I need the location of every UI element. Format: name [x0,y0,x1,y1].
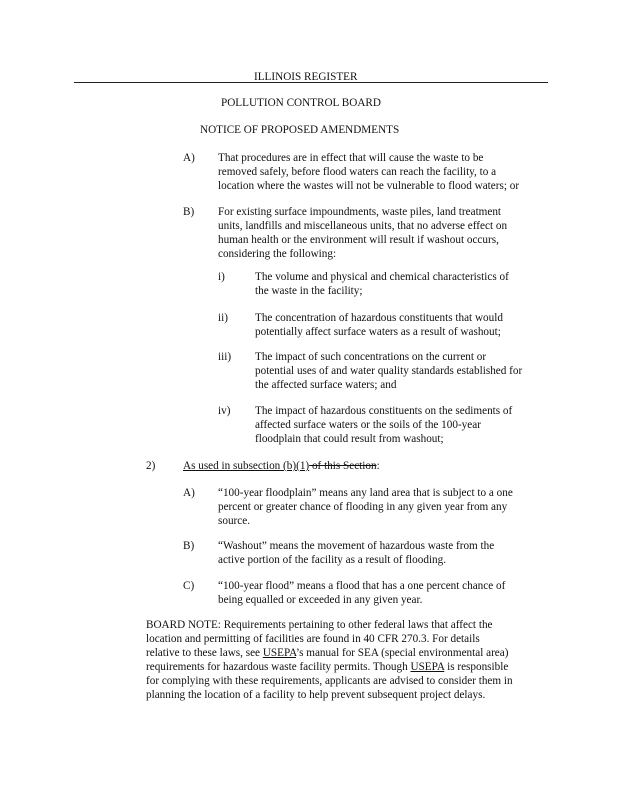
text-line: planning the location of a facility to help prevent subsequent project delays. [146,689,486,701]
board-note [146,618,513,702]
sub-ii-label: ii) [218,312,228,324]
register-title: ILLINOIS REGISTER [254,71,358,83]
text-line [146,646,513,660]
sec2-a-label: A) [183,487,195,499]
text-line: For existing surface impoundments, waste piles, land treatment [218,206,502,218]
text-line: The impact of hazardous constituents on the sediments of [255,405,513,417]
inserted-text: As used in subsection (b)(1) [183,460,310,472]
note-text: is responsible [444,661,509,673]
note-text: relative to these laws, see [146,647,263,659]
note-text: ’s manual for SEA (special environmental area) [295,647,509,659]
usepa-link-text: USEPA [262,647,296,659]
sub-ii-text [255,311,503,339]
sec2-a-text [218,486,513,528]
sec2-c-text [218,579,505,607]
section-2-label: 2) [146,460,156,472]
text-line: The impact of such concentrations on the current or [255,351,487,363]
sec2-c-label: C) [183,580,195,592]
text-line: location and permitting of facilities are found in 40 CFR 270.3. For details [146,633,480,645]
text-line: That procedures are in effect that will cause the waste to be [218,152,484,164]
text-line: floodplain that could result from washout; [255,433,444,445]
text-line: for complying with these requirements, applicants are advised to consider them in [146,675,513,687]
text-line: potential uses of and water quality standards established for [255,365,523,377]
text-line: active portion of the facility as a result of flooding. [218,554,447,566]
note-text: requirements for hazardous waste facility permits. Though [146,661,411,673]
text-line: affected surface waters or the soils of the 100-year [255,419,481,431]
sub-i-label: i) [218,271,225,283]
text-line: location where the wastes will not be vulnerable to flood waters; or [218,180,520,192]
sec2-b-text [218,539,494,567]
text-line: “100-year flood” means a flood that has a one percent chance of [218,580,506,592]
sec2-b-label: B) [183,540,195,552]
text-line: source. [218,515,250,527]
sub-iv-text [255,404,512,446]
text-line: The concentration of hazardous constituents that would [255,312,503,324]
item-b-label: B) [183,206,195,218]
sub-iii-label: iii) [218,351,232,363]
text-line [146,660,513,674]
intro-colon: : [376,460,380,472]
text-line: potentially affect surface waters as a result of washout; [255,326,501,338]
text-line: the affected surface waters; and [255,379,397,391]
item-a-text [218,151,519,193]
text-line: The volume and physical and chemical characteristics of [255,271,509,283]
usepa-link-text: USEPA [410,661,445,673]
notice-title: NOTICE OF PROPOSED AMENDMENTS [200,124,400,136]
text-line: BOARD NOTE: Requirements pertaining to other federal laws that affect the [146,619,493,631]
text-line: removed safely, before flood waters can reach the facility, to a [218,166,497,178]
text-line: “100-year floodplain” means any land area that is subject to a one [218,487,513,499]
text-line: the waste in the facility; [255,285,363,297]
item-b-text [218,205,507,261]
board-title: POLLUTION CONTROL BOARD [221,97,381,109]
sub-i-text [255,270,509,298]
sub-iii-text [255,350,522,392]
text-line: being equalled or exceeded in any given year. [218,594,423,606]
text-line: human health or the environment will result if washout occurs, [218,234,499,246]
sub-iv-label: iv) [218,405,231,417]
struck-text: of this Section [309,460,377,472]
section-2-intro [183,459,380,473]
text-line: considering the following: [218,248,337,260]
item-a-label: A) [183,152,195,164]
text-line: units, landfills and miscellaneous units, that no adverse effect on [218,220,508,232]
text-line: “Washout” means the movement of hazardous waste from the [218,540,495,552]
text-line: percent or greater chance of flooding in any given year from any [218,501,508,513]
